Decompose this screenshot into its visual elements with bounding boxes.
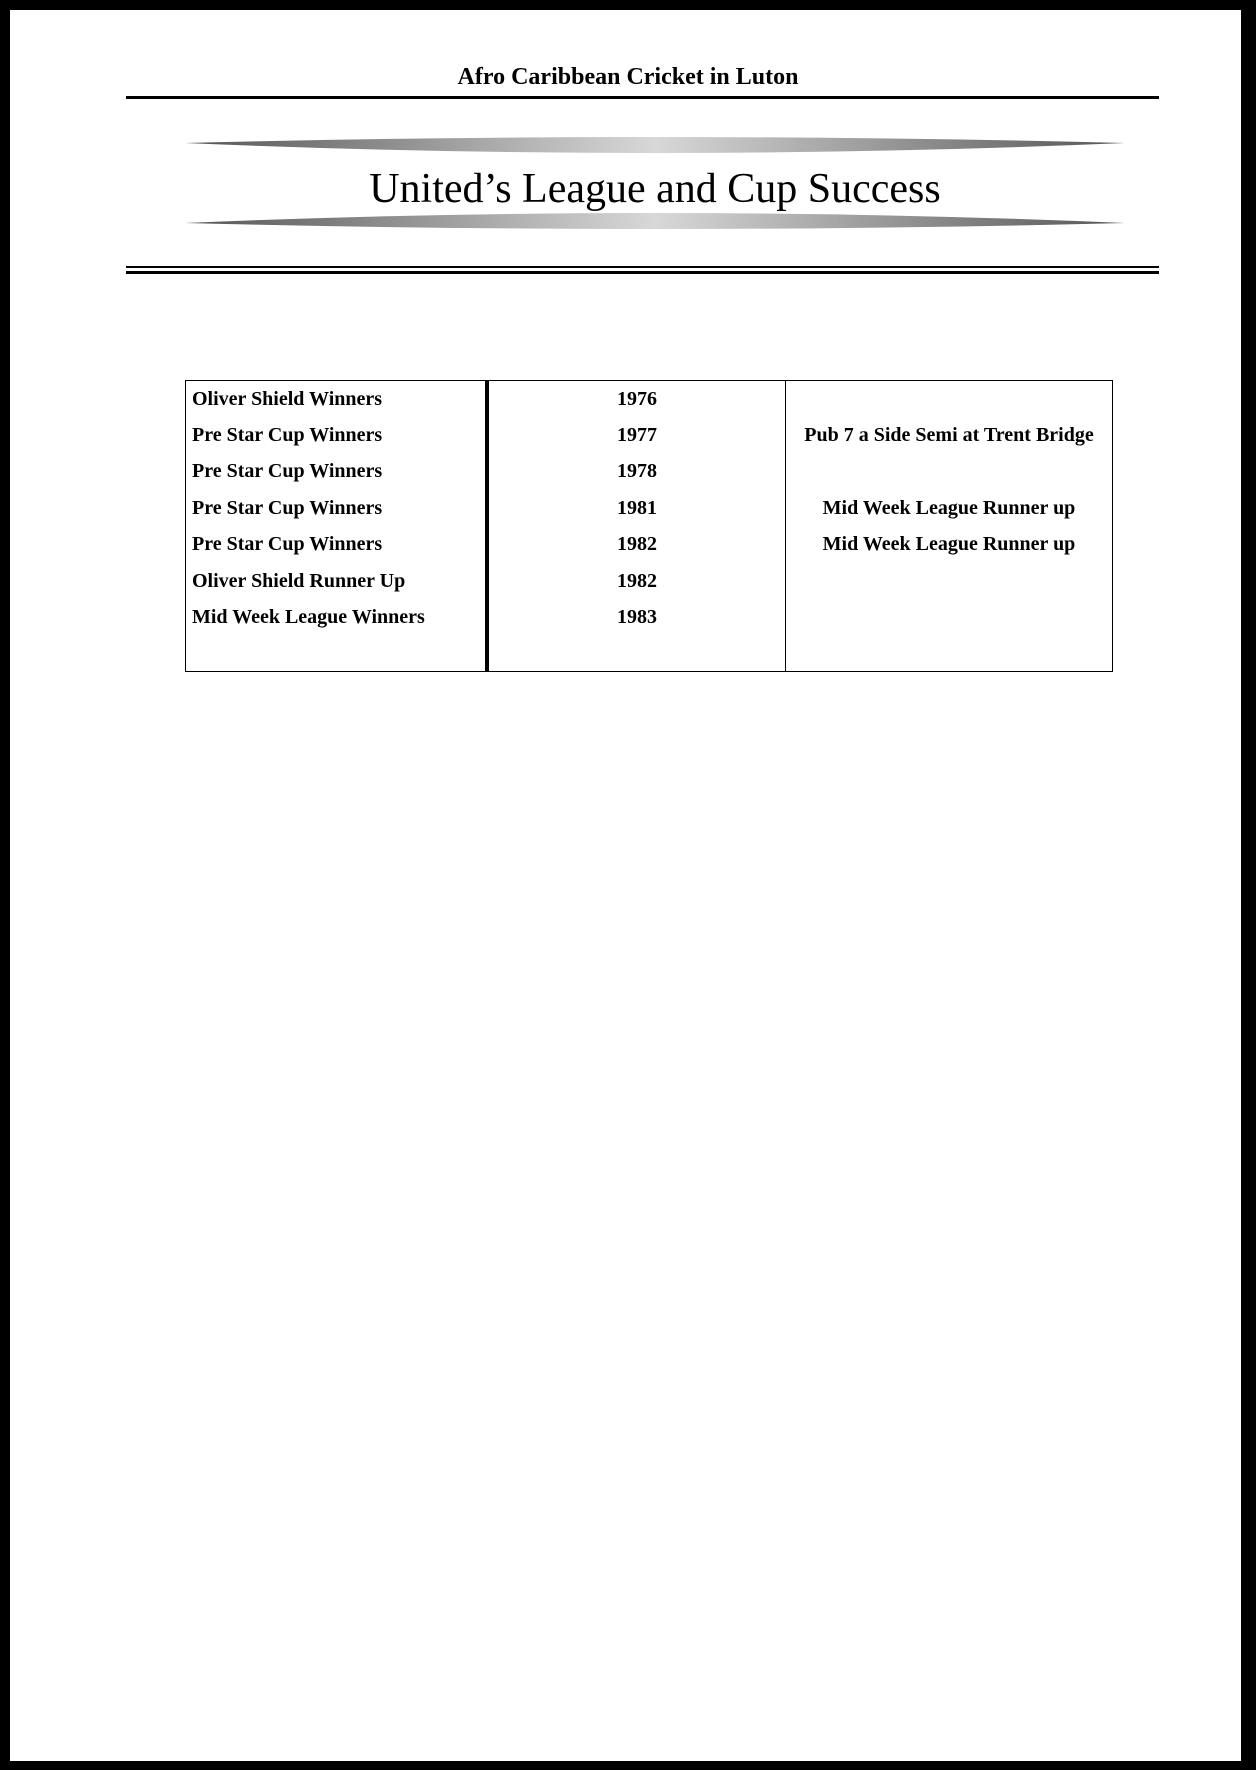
achievement-cell: Pre Star Cup Winners [192,533,383,555]
year-cell: 1982 [617,533,657,555]
year-cell: 1976 [617,388,657,410]
year-cell: 1983 [617,606,657,628]
header-rule [126,96,1159,99]
section-rule-upper [126,266,1159,268]
year-cell: 1978 [617,460,657,482]
title-banner [185,131,1125,235]
achievement-cell: Pre Star Cup Winners [192,497,383,519]
achievements-table [185,380,1113,672]
document-page [10,10,1241,1761]
table-row [186,563,1112,599]
page-header-title: Afro Caribbean Cricket in Luton [457,64,799,90]
table-row [186,417,1112,453]
table-row [186,381,1112,417]
note-cell: Pub 7 a Side Semi at Trent Bridge [804,424,1094,446]
section-rule-lower [126,271,1159,274]
achievement-cell: Pre Star Cup Winners [192,460,383,482]
achievement-cell: Pre Star Cup Winners [192,424,383,446]
year-cell: 1977 [617,424,657,446]
table-row [186,526,1112,562]
achievement-cell: Oliver Shield Winners [192,388,383,410]
banner-title: United’s League and Cup Success [369,166,941,212]
table-row [186,490,1112,526]
year-cell: 1981 [617,497,657,519]
table-row [186,599,1112,635]
table-row [186,453,1112,489]
note-cell: Mid Week League Runner up [822,497,1076,519]
achievement-cell: Oliver Shield Runner Up [192,570,406,592]
achievement-cell: Mid Week League Winners [192,606,425,628]
note-cell: Mid Week League Runner up [822,533,1076,555]
year-cell: 1982 [617,570,657,592]
